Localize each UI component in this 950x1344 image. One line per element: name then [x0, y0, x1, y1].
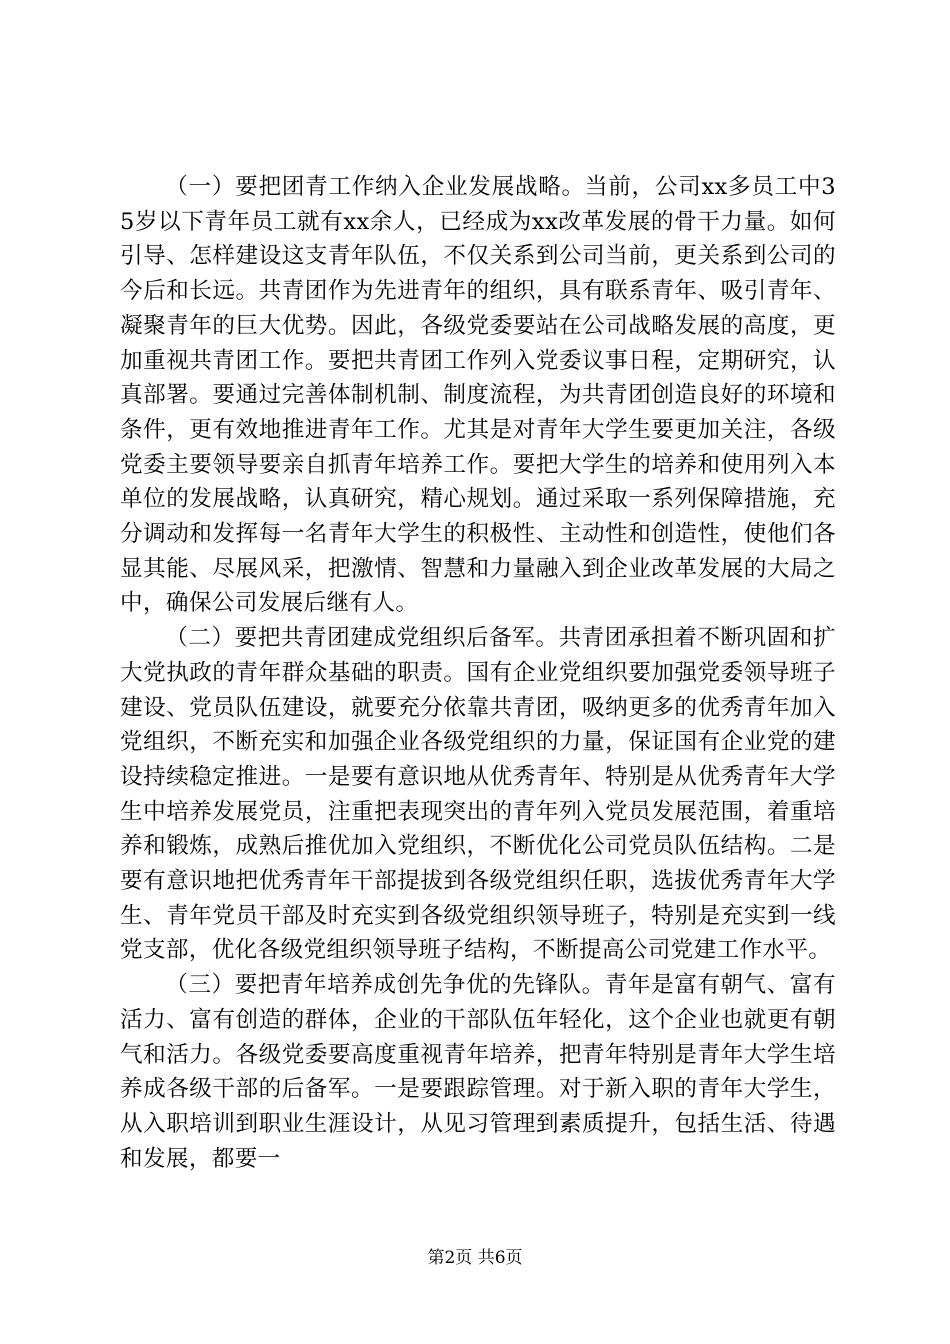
document-body	[120, 170, 836, 1176]
paragraph-1: （一）要把团青工作纳入企业发展战略。当前，公司xx多员工中35岁以下青年员工就有xx余人，已经成为xx改革发展的骨干力量。如何引导、怎样建设这支青年队伍，不仅关系到公司当前，更关系到公司的今后和长远。共青团作为先进青年的组织，具有联系青年、吸引青年、凝聚青年的巨大优势。因此，各级党委要站在公司战略发展的高度，更加重视共青团工作。要把共青团工作列入党委议事日程，定期研究，认真部署。要通过完善体制机制、制度流程，为共青团创造良好的环境和条件，更有效地推进青年工作。尤其是对青年大学生要更加关注，各级党委主要领导要亲自抓青年培养工作。要把大学生的培养和使用列入本单位的发展战略，认真研究，精心规划。通过采取一系列保障措施，充分调动和发挥每一名青年大学生的积极性、主动性和创造性，使他们各显其能、尽展风采，把激情、智慧和力量融入到企业改革发展的大局之中，确保公司发展后继有人。	[120, 174, 836, 617]
page-number-footer: 第2页 共6页	[427, 1248, 523, 1268]
paragraph-2: （二）要把共青团建成党组织后备军。共青团承担着不断巩固和扩大党执政的青年群众基础的职责。国有企业党组织要加强党委领导班子建设、党员队伍建设，就要充分依靠共青团，吸纳更多的优秀青年加入党组织，不断充实和加强企业各级党组织的力量，保证国有企业党的建设持续稳定推进。一是要有意识地从优秀青年、特别是从优秀青年大学生中培养发展党员，注重把表现突出的青年列入党员发展范围，着重培养和锻炼，成熟后推优加入党组织，不断优化公司党员队伍结构。二是要有意识地把优秀青年干部提拔到各级党组织任职，选拔优秀青年大学生、青年党员干部及时充实到各级党组织领导班子，特别是充实到一线党支部，优化各级党组织领导班子结构，不断提高公司党建工作水平。	[120, 625, 836, 964]
paragraph-3: （三）要把青年培养成创先争优的先锋队。青年是富有朝气、富有活力、富有创造的群体，企业的干部队伍年轻化，这个企业也就更有朝气和活力。各级党委要高度重视青年培养，把青年特别是青年大学生培养成各级干部的后备军。一是要跟踪管理。对于新入职的青年大学生，从入职培训到职业生涯设计，从见习管理到素质提升，包括生活、待遇和发展，都要一	[120, 972, 836, 1172]
